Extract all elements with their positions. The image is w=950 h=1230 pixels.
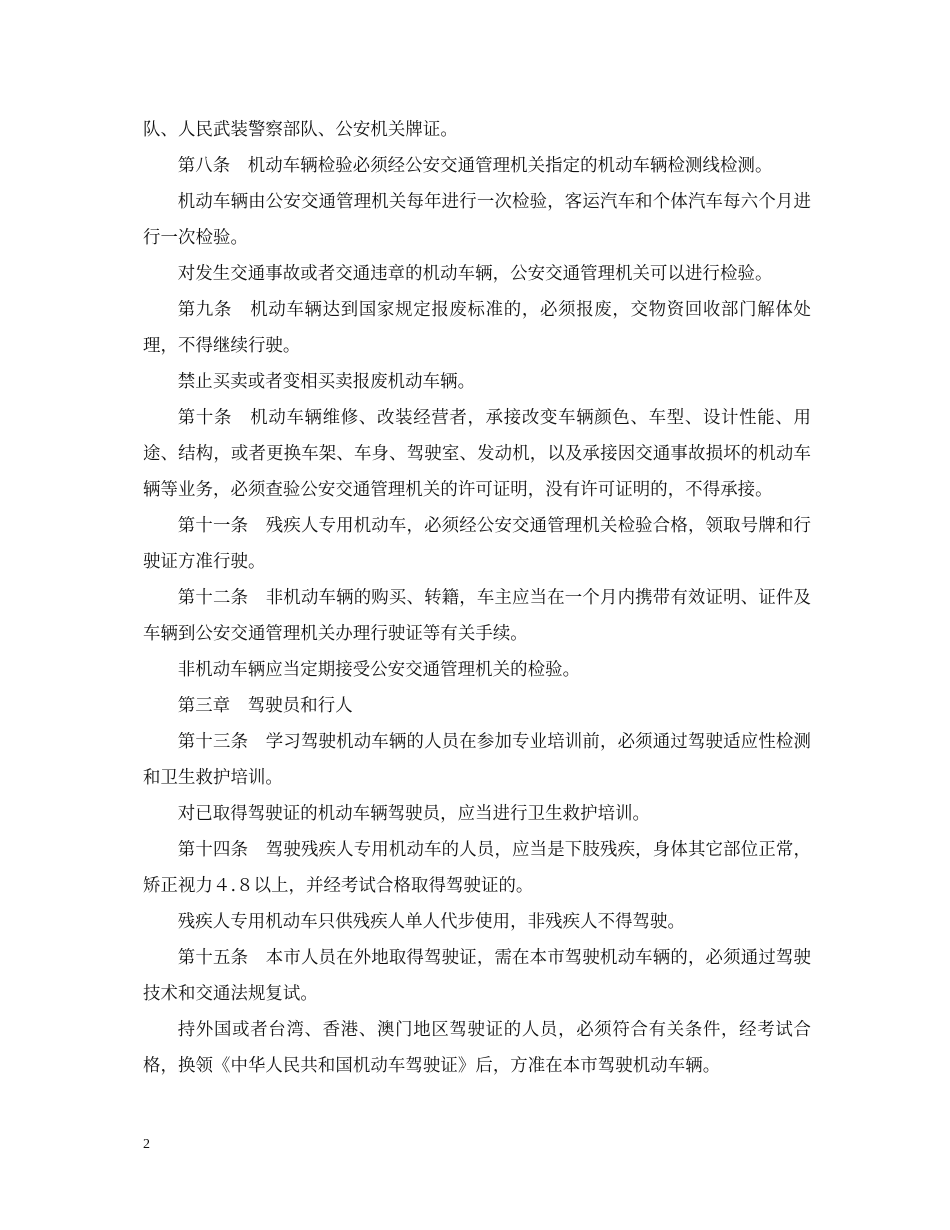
article-10-paragraph: 第十条 机动车辆维修、改装经营者，承接改变车辆颜色、车型、设计性能、用途、结构，或者更换车架、车身、驾驶室、发动机，以及承接因交通事故损坏的机动车辆等业务，必须查验公安交通管理机关的许可证明，没有许可证明的，不得承接。	[143, 408, 811, 500]
inspection-frequency-paragraph: 机动车辆由公安交通管理机关每年进行一次检验，客运汽车和个体汽车每六个月进行一次检验。	[143, 192, 811, 248]
document-body	[143, 112, 811, 1084]
article-15-paragraph: 第十五条 本市人员在外地取得驾驶证，需在本市驾驶机动车辆的，必须通过驾驶技术和交通法规复试。	[143, 948, 811, 1004]
page-number: 2	[143, 1137, 150, 1152]
article-12-paragraph: 第十二条 非机动车辆的购买、转籍，车主应当在一个月内携带有效证明、证件及车辆到公安交通管理机关办理行驶证等有关手续。	[143, 588, 811, 644]
chapter-3-heading: 第三章 驾驶员和行人	[177, 696, 353, 716]
continued-paragraph: 队、人民武装警察部队、公安机关牌证。	[143, 120, 458, 140]
accident-inspection-paragraph: 对发生交通事故或者交通违章的机动车辆，公安交通管理机关可以进行检验。	[177, 264, 773, 284]
licensed-driver-training-paragraph: 对已取得驾驶证的机动车辆驾驶员，应当进行卫生救护培训。	[177, 804, 651, 824]
disabled-vehicle-use-paragraph: 残疾人专用机动车只供残疾人单人代步使用，非残疾人不得驾驶。	[177, 912, 686, 932]
article-9-paragraph: 第九条 机动车辆达到国家规定报废标准的，必须报废，交物资回收部门解体处理，不得继续行驶。	[143, 300, 811, 356]
foreign-license-paragraph: 持外国或者台湾、香港、澳门地区驾驶证的人员，必须符合有关条件，经考试合格，换领《中华人民共和国机动车驾驶证》后，方准在本市驾驶机动车辆。	[143, 1020, 811, 1076]
article-13-paragraph: 第十三条 学习驾驶机动车辆的人员在参加专业培训前，必须通过驾驶适应性检测和卫生救护培训。	[143, 732, 811, 788]
article-14-paragraph: 第十四条 驾驶残疾人专用机动车的人员，应当是下肢残疾，身体其它部位正常，矫正视力４.８以上，并经考试合格取得驾驶证的。	[143, 840, 811, 896]
non-motor-inspection-paragraph: 非机动车辆应当定期接受公安交通管理机关的检验。	[177, 660, 581, 680]
article-8-paragraph: 第八条 机动车辆检验必须经公安交通管理机关指定的机动车辆检测线检测。	[177, 156, 773, 176]
scrapped-vehicle-ban-paragraph: 禁止买卖或者变相买卖报废机动车辆。	[177, 372, 476, 392]
article-11-paragraph: 第十一条 残疾人专用机动车，必须经公安交通管理机关检验合格，领取号牌和行驶证方准行驶。	[143, 516, 811, 572]
